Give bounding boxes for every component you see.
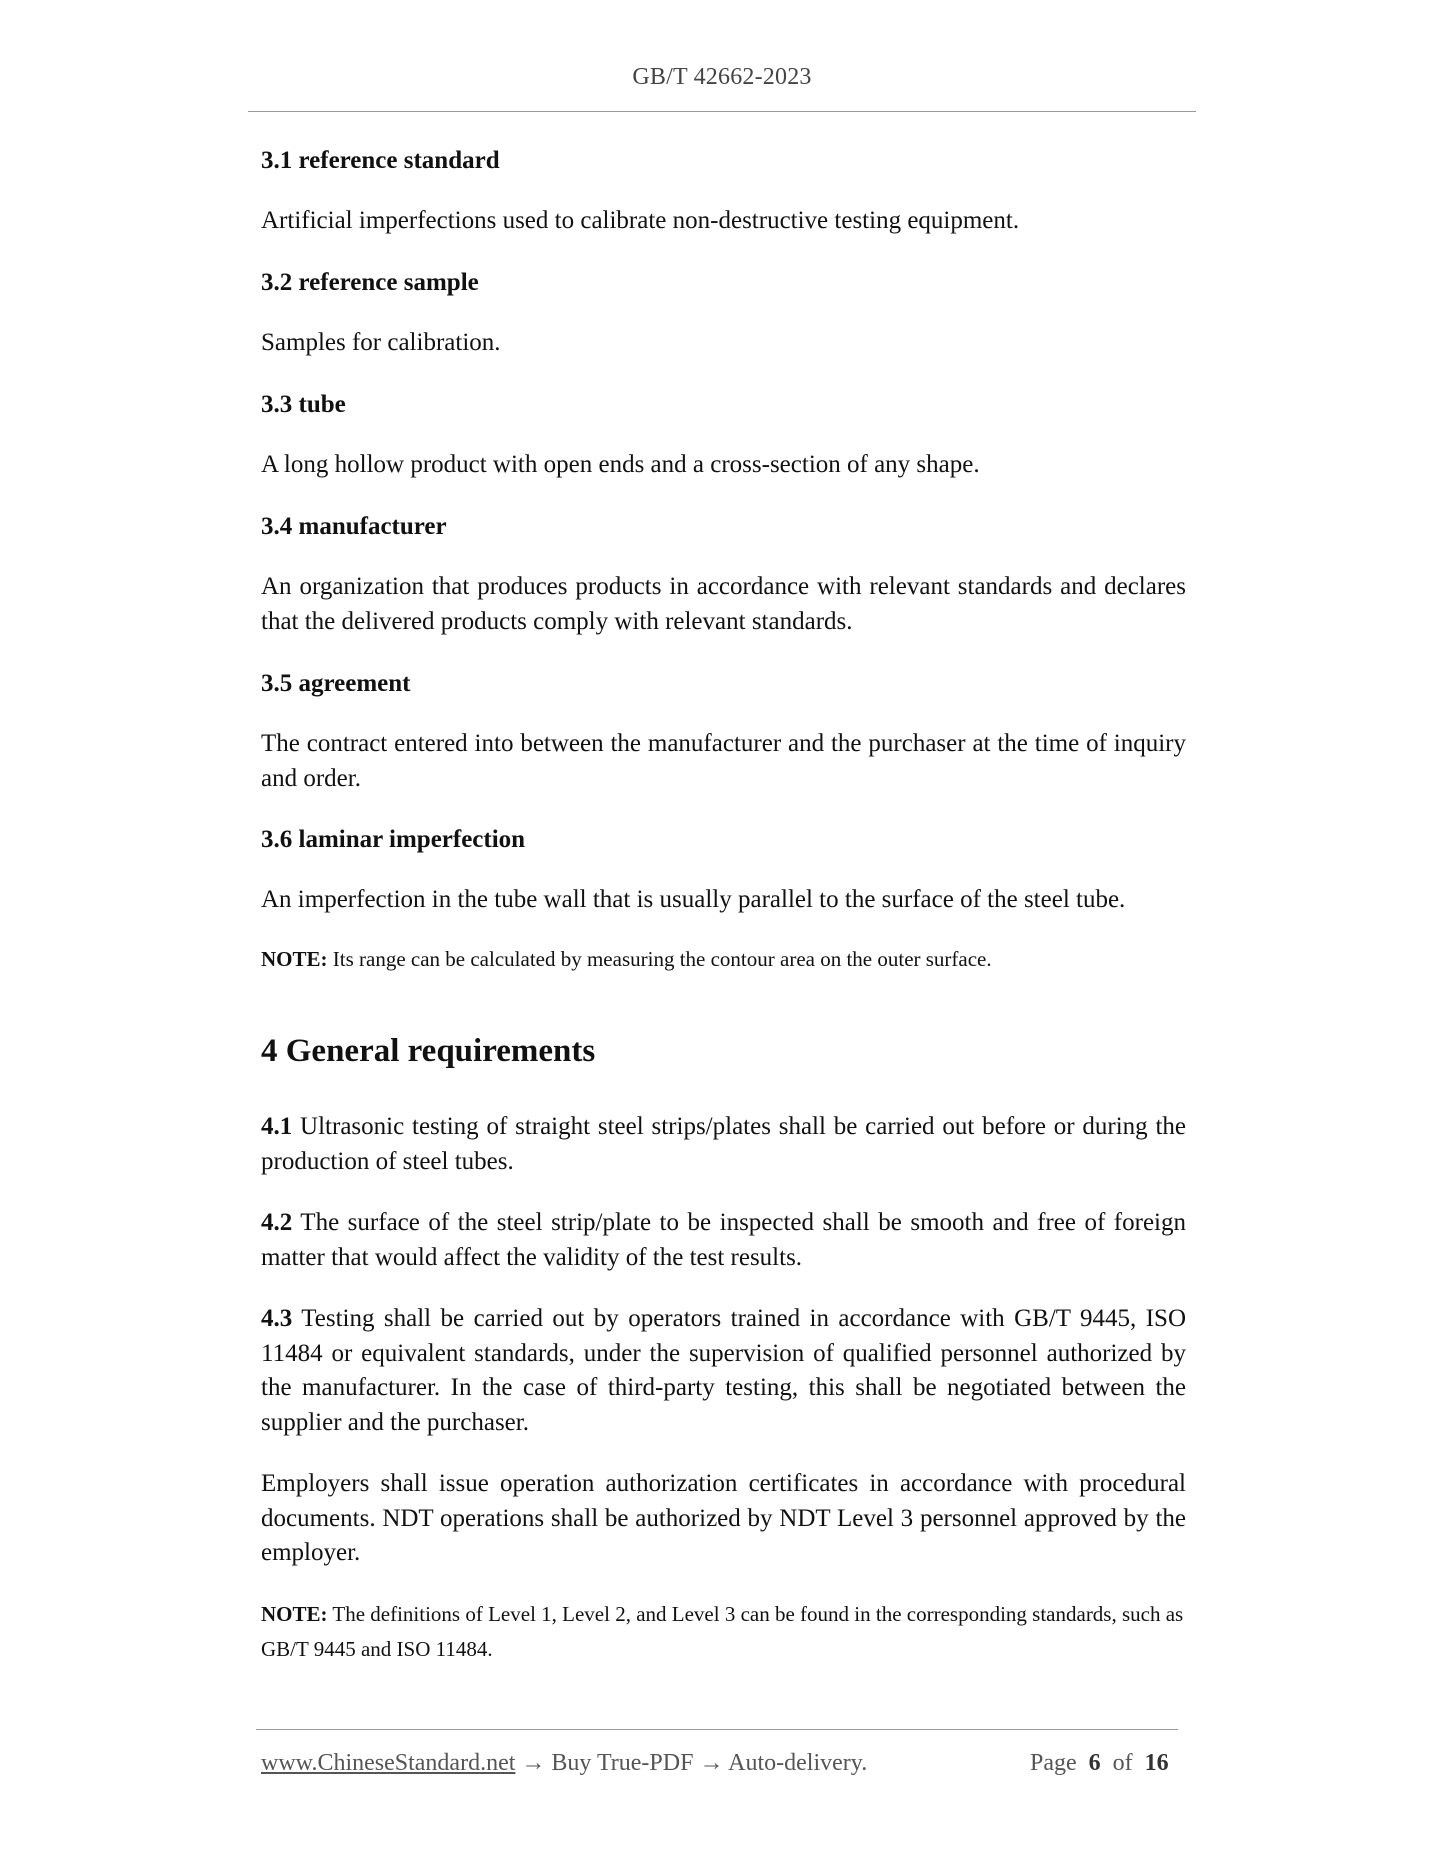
section-4-note-label: NOTE: <box>261 1602 328 1626</box>
clause-4-1-text: Ultrasonic testing of straight steel strips/plates shall be carried out before or during the production of steel tubes. <box>261 1113 1186 1175</box>
footer-divider <box>256 1729 1178 1730</box>
footer-promo <box>261 1748 867 1778</box>
clause-4-2-text: The surface of the steel strip/plate to be inspected shall be smooth and free of foreign matter that would affect the validity of the test results. <box>261 1209 1186 1271</box>
term-3-6-definition: An imperfection in the tube wall that is usually parallel to the surface of the steel tube. <box>261 886 1126 913</box>
footer-arrow-icon: → <box>515 1750 552 1776</box>
employers-paragraph: Employers shall issue operation authorization certificates in accordance with procedural documents. NDT operations shall be authorized by NDT Level 3 personnel approved by the employer. <box>261 1470 1186 1566</box>
footer-website-link[interactable]: www.ChineseStandard.net <box>261 1750 516 1776</box>
term-3-4-definition: An organization that produces products in accordance with relevant standards and declares that the delivered products comply with relevant standards. <box>261 573 1186 635</box>
term-3-4-title: 3.4 manufacturer <box>261 513 447 540</box>
term-3-6-title: 3.6 laminar imperfection <box>261 826 526 853</box>
footer-buy-text: Buy True-PDF <box>551 1750 694 1776</box>
page-total: 16 <box>1144 1750 1169 1776</box>
term-3-2-title: 3.2 reference sample <box>261 269 479 296</box>
note-label: NOTE: <box>261 947 328 971</box>
note-text: Its range can be calculated by measuring the contour area on the outer surface. <box>327 947 992 971</box>
term-3-1-title: 3.1 reference standard <box>261 147 500 174</box>
footer-arrow-icon-2: → <box>693 1750 729 1776</box>
footer-delivery-text: Auto-delivery. <box>728 1750 868 1776</box>
clause-4-1 <box>261 1110 1186 1179</box>
clause-4-3-number: 4.3 <box>261 1305 293 1332</box>
term-3-2-definition: Samples for calibration. <box>261 329 501 356</box>
term-3-5-title: 3.5 agreement <box>261 670 411 697</box>
term-note <box>261 942 1186 977</box>
section-4-note <box>261 1597 1186 1667</box>
page-label: Page <box>1030 1750 1077 1776</box>
term-3-1-definition: Artificial imperfections used to calibrate non-destructive testing equipment. <box>261 207 1020 234</box>
header-divider <box>248 111 1196 112</box>
clause-4-3-text: Testing shall be carried out by operators trained in accordance with GB/T 9445, ISO 11484 or equivalent standards, under the supervision of qualified personnel authorized by the manufacturer. In the case of third-party testing, this shall be negotiated between the supplier and the purchaser. <box>261 1305 1186 1436</box>
page-indicator <box>1030 1748 1169 1778</box>
clause-4-2 <box>261 1206 1186 1275</box>
page-current: 6 <box>1088 1750 1101 1776</box>
clause-4-2-number: 4.2 <box>261 1209 293 1236</box>
clause-4-1-number: 4.1 <box>261 1113 293 1140</box>
term-3-3-title: 3.3 tube <box>261 391 346 418</box>
page-of: of <box>1112 1750 1133 1776</box>
clause-4-3 <box>261 1302 1186 1440</box>
section-4-note-text: The definitions of Level 1, Level 2, and Level 3 can be found in the corresponding standards, such as GB/T 9445 and ISO 11484. <box>261 1602 1184 1661</box>
section-4-title: 4 General requirements <box>261 1033 596 1069</box>
term-3-5-definition: The contract entered into between the manufacturer and the purchaser at the time of inquiry and order. <box>261 730 1186 792</box>
term-3-3-definition: A long hollow product with open ends and a cross-section of any shape. <box>261 451 980 478</box>
page-header-doc-id: GB/T 42662-2023 <box>632 64 812 90</box>
